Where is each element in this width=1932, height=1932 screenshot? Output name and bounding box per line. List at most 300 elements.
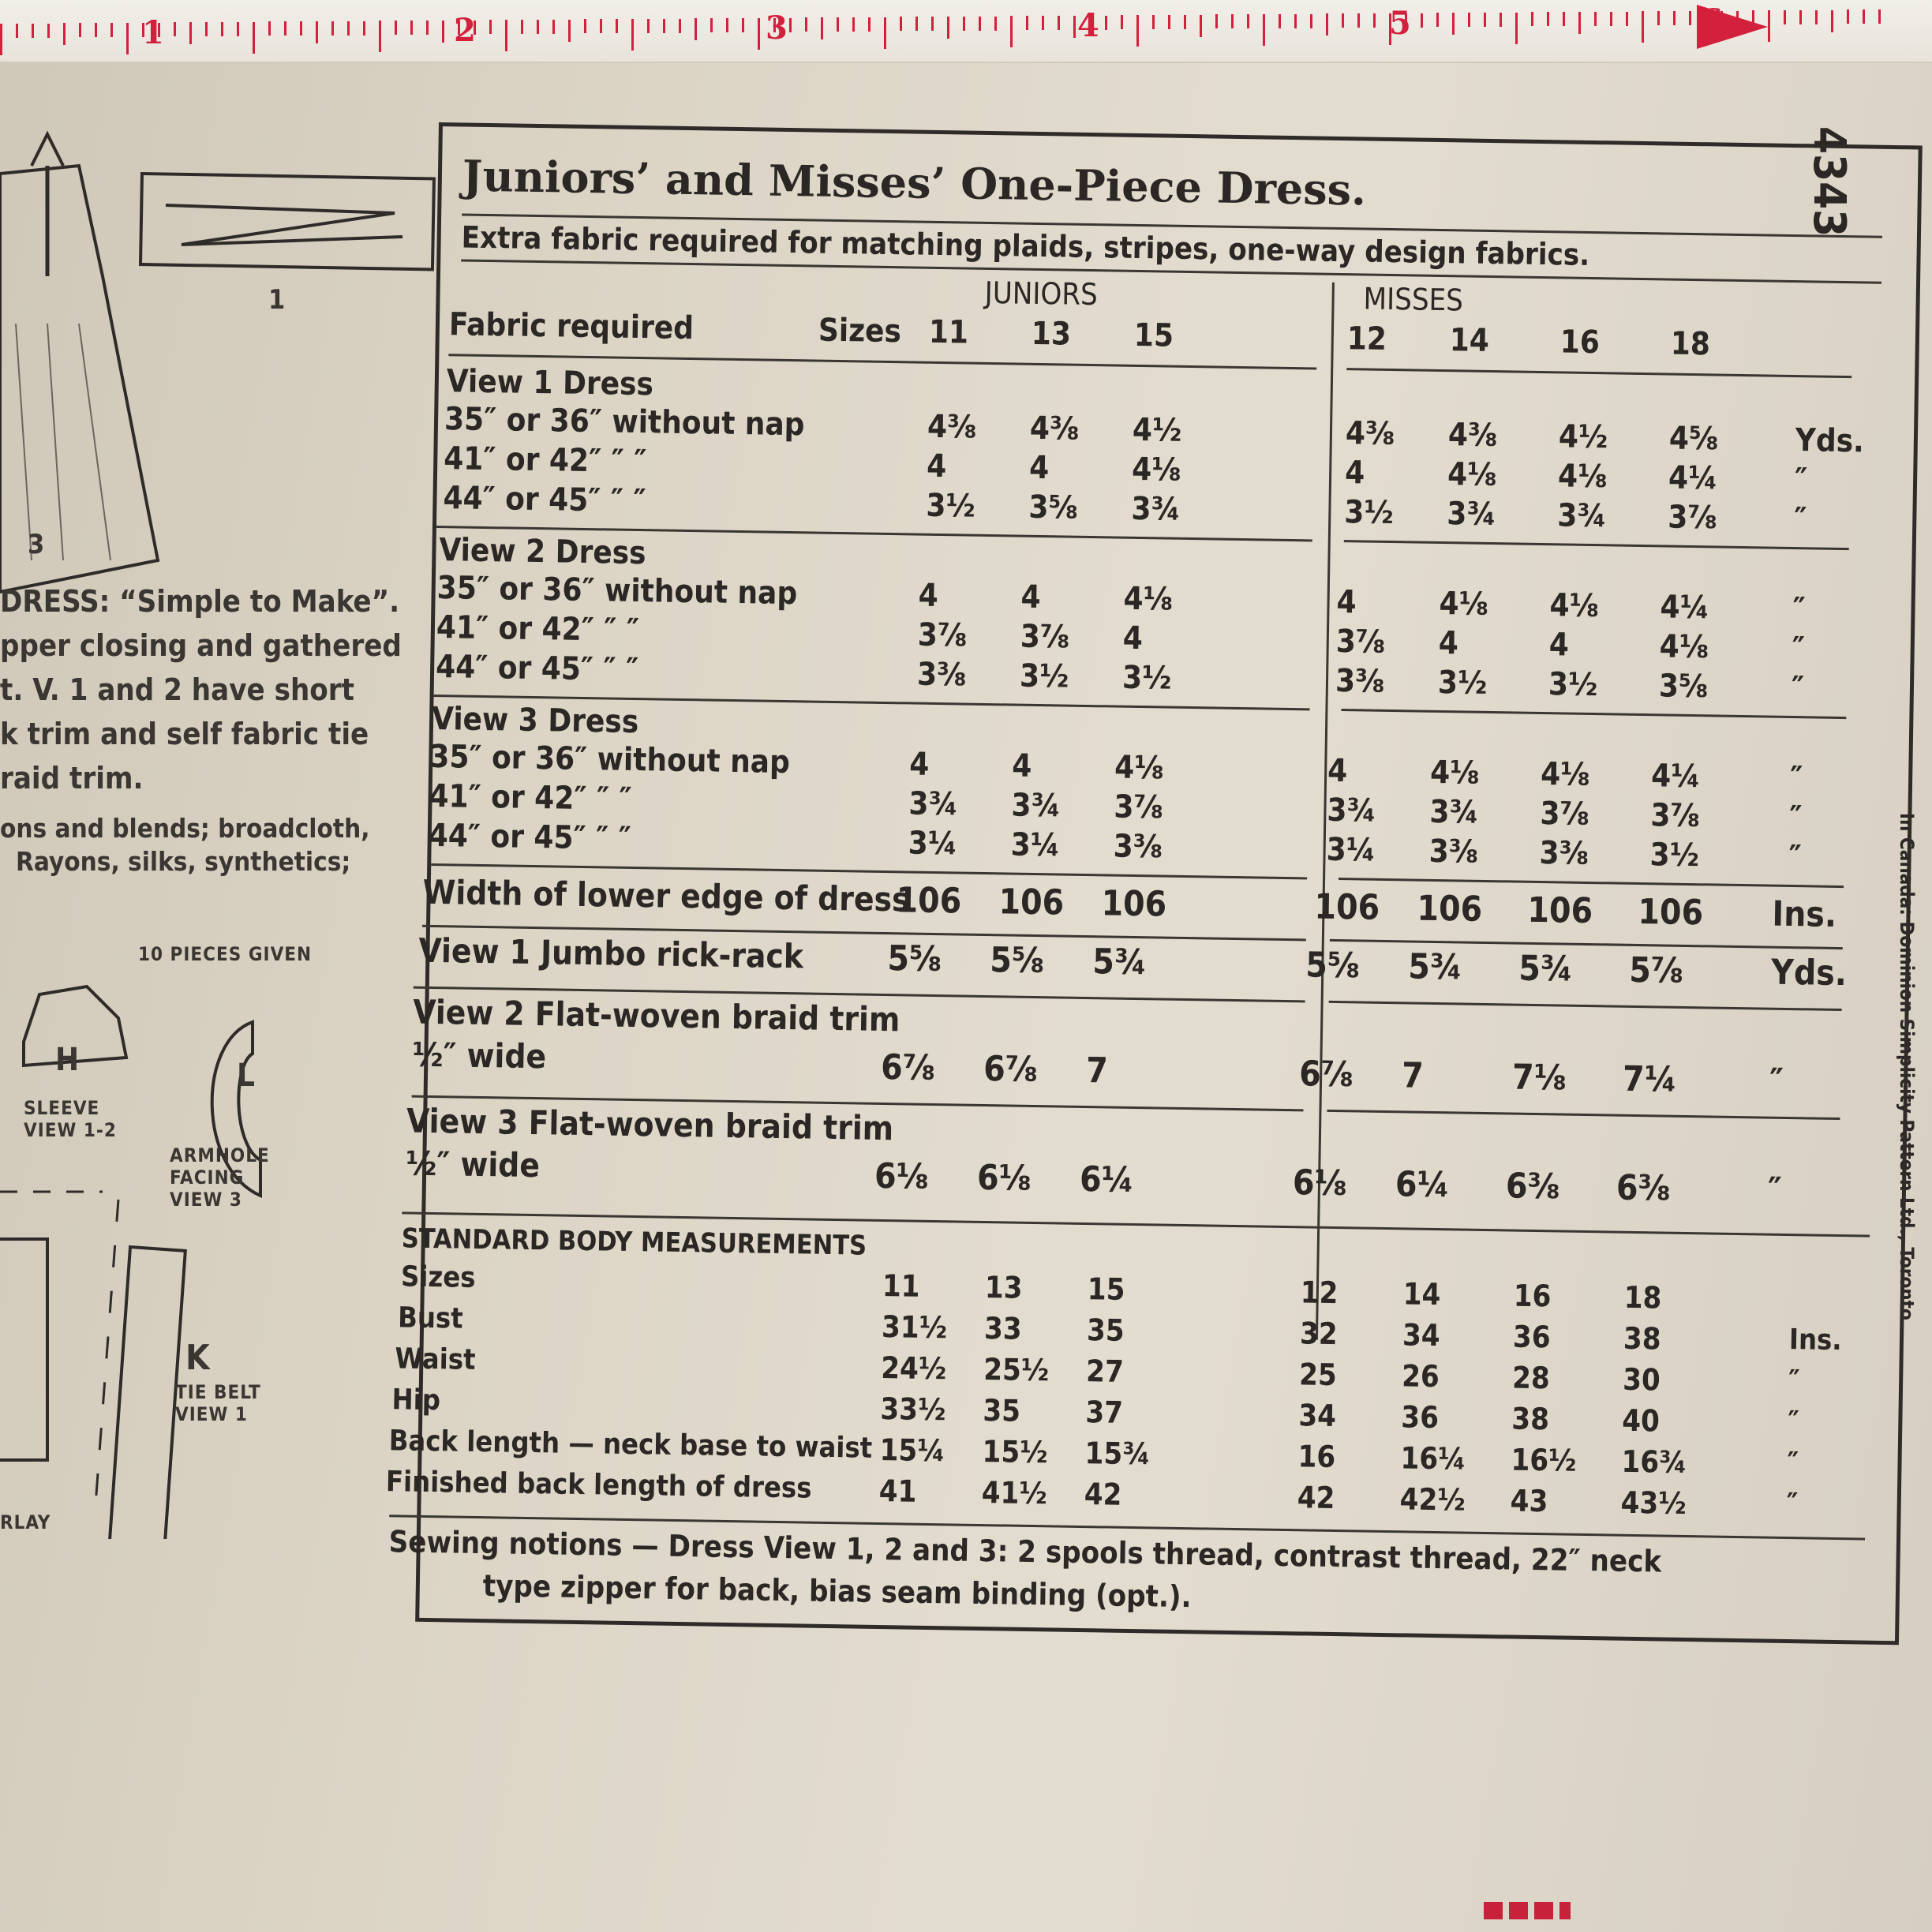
ruler-number: 1 — [142, 14, 164, 51]
misses-value: 16 — [1297, 1439, 1336, 1475]
misses-value: 14 — [1402, 1276, 1441, 1312]
juniors-value: 4⅛ — [1123, 580, 1174, 618]
misses-value: 6⅛ — [1292, 1163, 1347, 1204]
misses-value: 3⅞ — [1667, 499, 1717, 537]
rule — [1330, 939, 1843, 949]
ruler-tick — [663, 19, 665, 33]
ruler-tick — [316, 21, 318, 43]
ruler-tick — [994, 17, 997, 31]
sewing-notions: Sewing notions — Dress View 1, 2 and 3: 2 spools thread, contrast thread, 22″ neck — [388, 1524, 1662, 1579]
misses-value: 3¾ — [1327, 792, 1377, 829]
misses-value: 36 — [1512, 1319, 1551, 1355]
ruler-number: 3 — [766, 9, 788, 47]
chart-title: Juniors’ and Misses’ One-Piece Dress. — [462, 150, 1367, 215]
juniors-value: 5⅝ — [887, 938, 942, 980]
ruler-tick — [1484, 13, 1486, 27]
row-label: 44″ or 45″ ″ ″ — [443, 480, 646, 520]
misses-value: 5¾ — [1407, 946, 1463, 988]
misses-value: 3½ — [1344, 494, 1395, 532]
misses-value: 3⅞ — [1540, 796, 1590, 833]
ruler-tick — [537, 20, 539, 34]
misses-value: 42 — [1297, 1480, 1335, 1516]
ruler-tick — [1863, 9, 1865, 24]
unit-label: Yds. — [1795, 422, 1865, 460]
description-line: Rayons, silks, synthetics; — [16, 846, 351, 877]
ruler-tick — [1799, 10, 1802, 24]
overlay-fragment: RLAY — [0, 1511, 51, 1533]
ruler-tick — [126, 23, 129, 54]
ruler-tick — [1436, 13, 1439, 27]
juniors-value: 41½ — [981, 1475, 1048, 1511]
misses-value: 30 — [1622, 1361, 1661, 1398]
ruler-tick — [963, 17, 965, 31]
ruler-tick — [489, 20, 492, 34]
ruler-tick — [1815, 10, 1818, 24]
ruler-tick — [1247, 14, 1249, 28]
rule — [1344, 540, 1849, 550]
ruler-tick — [1042, 16, 1044, 30]
ruler-tick — [47, 24, 50, 38]
unit-label: ″ — [1787, 1447, 1799, 1480]
piece-k-letter: K — [185, 1338, 210, 1378]
misses-value: 36 — [1401, 1399, 1440, 1436]
ruler-tick — [1784, 10, 1786, 24]
juniors-value: 6⅛ — [874, 1155, 930, 1197]
juniors-value: 5⅝ — [990, 940, 1045, 982]
misses-value: 38 — [1623, 1320, 1661, 1357]
misses-value: 5⅝ — [1305, 945, 1361, 987]
ruler-tick — [237, 22, 239, 36]
rule — [1341, 709, 1846, 719]
unit-label: ″ — [1788, 838, 1803, 876]
ruler-tick — [631, 19, 634, 51]
ruler-tick — [1531, 12, 1533, 26]
misses-value: 4 — [1548, 627, 1570, 664]
misses-value: 16 — [1513, 1278, 1552, 1314]
juniors-value: 3¾ — [908, 785, 959, 823]
misses-value: 40 — [1622, 1402, 1661, 1439]
misses-value: 5¾ — [1518, 948, 1574, 990]
ruler-tick — [1168, 15, 1170, 29]
misses-value: 3½ — [1649, 837, 1700, 874]
pieces-given: 10 PIECES GIVEN — [138, 943, 313, 965]
ruler-tick — [679, 19, 681, 33]
trim-sub-label: ½″ wide — [412, 1035, 547, 1076]
pattern-number: 4343 — [1803, 126, 1855, 238]
misses-value: 43½ — [1620, 1485, 1687, 1522]
ruler-tick — [505, 20, 507, 51]
ruler-tick — [95, 23, 97, 37]
ruler-tick — [1231, 14, 1234, 28]
ruler-tick — [947, 17, 949, 39]
ruler-tick — [1642, 11, 1644, 43]
description-line: pper closing and gathered — [0, 628, 402, 663]
juniors-value: 3⅜ — [916, 656, 967, 694]
juniors-value: 37 — [1085, 1395, 1124, 1430]
juniors-value: 106 — [896, 880, 962, 922]
unit-label: ″ — [1792, 591, 1806, 628]
chart-subtitle: Extra fabric required for matching plaids, stripes, one-way design fabrics. — [461, 219, 1590, 272]
misses-value: 4⅛ — [1439, 585, 1489, 623]
ruler-tick — [979, 17, 981, 31]
ruler-tick — [331, 21, 334, 36]
row-label: 44″ or 45″ ″ ″ — [428, 817, 632, 857]
ruler-tick — [584, 19, 586, 33]
ruler-tick — [821, 17, 823, 39]
ruler-tick — [931, 17, 934, 31]
ruler-tick — [1310, 14, 1312, 28]
misses-value: 4⅛ — [1659, 628, 1709, 666]
juniors-value: 31½ — [881, 1309, 948, 1346]
row-label: 41″ or 42″ ″ ″ — [443, 440, 647, 481]
ruler-tick — [1689, 11, 1691, 25]
ruler-tick — [1847, 9, 1849, 24]
juniors-value: 4 — [1020, 578, 1042, 616]
ruler-tick — [1594, 12, 1597, 26]
misses-value: 4¼ — [1660, 589, 1710, 627]
ruler-tick — [1468, 13, 1470, 27]
juniors-value: 35 — [983, 1393, 1021, 1428]
row-label: 41″ or 42″ ″ ″ — [436, 609, 640, 650]
ruler-tick — [253, 22, 255, 54]
ruler-tick — [1547, 12, 1549, 26]
unit-label: ″ — [1788, 1365, 1800, 1398]
misses-value: 7 — [1401, 1055, 1425, 1096]
ruler-tick — [1152, 15, 1155, 29]
copyright-text: In Canada: Dominion Simplicity Pattern Ltd., Toronto — [1896, 813, 1918, 1320]
junior-size-header: 15 — [1133, 316, 1174, 354]
misses-value: 106 — [1527, 889, 1593, 932]
misses-size-header: 16 — [1559, 324, 1601, 361]
misses-value: 7⅛ — [1511, 1057, 1567, 1099]
ruler-tick — [1563, 12, 1565, 26]
ruler-tick — [32, 24, 34, 38]
ruler-tick — [63, 23, 66, 45]
misses-value: 12 — [1300, 1275, 1339, 1311]
ruler-tick — [284, 21, 286, 36]
description-line: DRESS: “Simple to Make”. — [0, 584, 400, 619]
ruler-tick — [189, 22, 192, 44]
juniors-value: 4⅛ — [1131, 451, 1181, 489]
ruler-tick — [695, 18, 697, 40]
misses-value: 3½ — [1548, 666, 1598, 704]
misses-value: 4⅛ — [1429, 754, 1480, 792]
ruler-tick — [1610, 12, 1612, 26]
misses-value: 4 — [1344, 455, 1365, 492]
unit-label: ″ — [1794, 462, 1808, 499]
ruler-tick — [1215, 14, 1218, 28]
juniors-value: 15 — [1087, 1271, 1125, 1307]
misses-value: 3⅝ — [1658, 668, 1709, 706]
juniors-value: 4 — [1011, 747, 1032, 784]
section-heading: View 1 Dress — [446, 363, 654, 403]
measuring-tape — [0, 0, 1932, 63]
ruler-tick — [268, 21, 271, 36]
juniors-value: 4⅛ — [1114, 749, 1164, 787]
juniors-value: 106 — [998, 882, 1065, 923]
juniors-value: 3⅝ — [1028, 489, 1079, 526]
trim-sub-label: ½″ wide — [405, 1144, 541, 1185]
misses-size-header: 12 — [1346, 320, 1387, 358]
misses-value: 4⅛ — [1557, 458, 1608, 496]
misses-value: 3⅜ — [1428, 833, 1479, 871]
juniors-value: 3⅞ — [917, 616, 968, 654]
ruler-tick — [1452, 13, 1455, 35]
ruler-tick — [1026, 16, 1028, 30]
ruler-tick — [205, 22, 208, 36]
junior-size-header: 13 — [1031, 315, 1072, 353]
ruler-tick — [1831, 10, 1833, 32]
measurement-label: Sizes — [400, 1260, 476, 1294]
ruler-tick — [742, 18, 744, 32]
ruler-tick — [1073, 16, 1076, 38]
juniors-value: 3⅞ — [1114, 788, 1164, 826]
ruler-tick — [1200, 15, 1202, 37]
unit-label: ″ — [1769, 1061, 1784, 1102]
description-line: raid trim. — [0, 761, 144, 796]
ruler-tick — [79, 23, 81, 37]
piece-h-caption: SLEEVE VIEW 1-2 — [24, 1097, 117, 1141]
section-heading: View 3 Dress — [431, 700, 639, 741]
juniors-value: 6⅛ — [976, 1157, 1032, 1199]
ruler-tick — [1768, 10, 1770, 42]
ruler-tick — [616, 19, 618, 33]
fabric-required-heading: Fabric required — [448, 306, 695, 347]
juniors-value: 3¾ — [1131, 490, 1181, 528]
description-line: k trim and self fabric tie — [0, 717, 369, 751]
red-marks — [1484, 1902, 1571, 1919]
ruler-tick — [552, 20, 555, 34]
misses-value: 7¼ — [1622, 1058, 1678, 1100]
ruler-tick — [1878, 9, 1881, 24]
juniors-value: 4 — [908, 746, 930, 783]
ruler-tick — [442, 21, 444, 43]
misses-value: 106 — [1314, 886, 1380, 928]
unit-label: ″ — [1788, 1406, 1800, 1439]
trim-label: View 3 Flat-woven braid trim — [406, 1101, 894, 1148]
ruler-tick — [521, 20, 523, 34]
ruler-tick — [600, 19, 602, 33]
misses-value: 16¼ — [1400, 1440, 1466, 1477]
misses-value: 6⅞ — [1298, 1054, 1354, 1095]
misses-value: 4⅜ — [1447, 417, 1498, 455]
misses-value: 3¾ — [1429, 793, 1480, 831]
ruler-tick — [1184, 15, 1186, 29]
ruler-tick — [221, 22, 223, 36]
juniors-value: 41 — [878, 1473, 917, 1509]
row-label: 35″ or 36″ without nap — [436, 570, 798, 612]
juniors-value: 4⅜ — [1029, 410, 1080, 447]
misses-value: 6⅜ — [1505, 1166, 1560, 1208]
view-1-label: 1 — [268, 284, 286, 316]
measurements-heading: STANDARD BODY MEASUREMENTS — [401, 1222, 867, 1262]
juniors-value: 11 — [882, 1268, 920, 1304]
ruler-tick — [1578, 12, 1581, 34]
misses-value: 3¼ — [1326, 831, 1376, 869]
sewing-notions-cont: type zipper for back, bias seam binding (opt.). — [482, 1568, 1192, 1615]
misses-value: 18 — [1623, 1279, 1662, 1316]
misses-value: 4⅜ — [1345, 415, 1395, 453]
ruler-tick — [1279, 14, 1281, 28]
misses-value: 4⅛ — [1447, 456, 1497, 494]
ruler-tick — [300, 21, 302, 36]
measurement-label: Bust — [397, 1301, 464, 1335]
ruler-tick — [710, 18, 713, 32]
misses-value: 16¾ — [1621, 1443, 1687, 1481]
unit-label: Ins. — [1772, 893, 1837, 935]
juniors-heading: JUNIORS — [984, 275, 1099, 313]
ruler-tick — [1421, 13, 1423, 28]
ruler-tick — [900, 17, 902, 31]
ruler-number: 5 — [1389, 5, 1411, 42]
misses-size-header: 14 — [1449, 322, 1490, 359]
misses-value: 4⅛ — [1549, 587, 1600, 625]
row-label: 35″ or 36″ without nap — [444, 401, 805, 444]
ruler-tick — [1673, 11, 1676, 25]
row-label: 44″ or 45″ ″ ″ — [435, 649, 639, 689]
unit-label: Yds. — [1770, 952, 1848, 994]
ruler-tick — [410, 21, 413, 35]
rule — [1339, 878, 1844, 888]
ruler-tick — [1626, 12, 1628, 26]
piece-l-caption: ARMHOLE FACING VIEW 3 — [170, 1144, 270, 1211]
juniors-value: 33 — [983, 1311, 1023, 1346]
misses-value: 34 — [1402, 1317, 1440, 1354]
ruler-tick — [1657, 11, 1660, 25]
unit-label: ″ — [1789, 799, 1803, 837]
measurement-label: Waist — [395, 1342, 476, 1376]
unit-label: ″ — [1786, 1488, 1799, 1521]
view-3-label: 3 — [28, 529, 45, 560]
misses-value: 3⅞ — [1335, 623, 1386, 661]
ruler-tick — [110, 23, 113, 37]
juniors-value: 4½ — [1132, 411, 1182, 449]
ruler-tick — [1373, 13, 1376, 28]
juniors-value: 15½ — [982, 1434, 1048, 1470]
misses-value: 34 — [1298, 1398, 1337, 1434]
misses-value: 4⅛ — [1540, 756, 1590, 794]
row-label: 35″ or 36″ without nap — [429, 738, 791, 781]
unit-label: ″ — [1792, 631, 1806, 668]
juniors-value: 3¼ — [1010, 826, 1061, 864]
ruler-number: 6 — [1701, 2, 1723, 39]
juniors-value: 106 — [1101, 883, 1167, 925]
ruler-tick — [16, 24, 18, 38]
misses-value: 3¾ — [1447, 496, 1497, 534]
misses-value: 43 — [1510, 1483, 1548, 1519]
juniors-value: 15¼ — [879, 1432, 945, 1469]
juniors-value: 3¾ — [1011, 787, 1061, 825]
ruler-tick — [379, 21, 381, 52]
misses-value: 4⅝ — [1668, 420, 1719, 458]
misses-value: 32 — [1299, 1316, 1338, 1352]
ruler-tick — [363, 21, 365, 36]
juniors-value: 4 — [926, 447, 947, 485]
yardage-chart — [385, 122, 1923, 1645]
juniors-value: 6⅞ — [880, 1046, 936, 1089]
ruler-tick — [789, 18, 792, 32]
juniors-value: 3⅞ — [1020, 618, 1070, 656]
ruler-tick — [758, 18, 760, 50]
unit-label: Ins. — [1788, 1324, 1842, 1357]
measurement-label: Hip — [391, 1383, 441, 1417]
unit-label: ″ — [1767, 1170, 1783, 1211]
juniors-value: 5¾ — [1091, 942, 1148, 983]
rule — [1329, 1001, 1842, 1011]
misses-value: 4 — [1438, 624, 1459, 662]
juniors-value: 6¼ — [1079, 1159, 1135, 1200]
ruler-tick — [884, 17, 886, 49]
ruler-tick — [647, 19, 650, 33]
misses-value: 16½ — [1511, 1442, 1577, 1478]
piece-k-caption: TIE BELT VIEW 1 — [175, 1381, 261, 1425]
juniors-value: 24½ — [880, 1350, 947, 1387]
description-line: t. V. 1 and 2 have short — [0, 672, 354, 707]
ruler-tick — [1500, 13, 1502, 27]
ruler-tick — [1136, 15, 1139, 47]
misses-value: 6¼ — [1395, 1164, 1450, 1206]
misses-value: 4½ — [1558, 418, 1608, 456]
ruler-tick — [1357, 13, 1360, 28]
juniors-value: 3½ — [926, 487, 976, 525]
junior-size-header: 11 — [928, 313, 969, 351]
ruler-tick — [1263, 14, 1265, 46]
row-label: 41″ or 42″ ″ ″ — [429, 777, 632, 818]
misses-value: 3⅞ — [1650, 797, 1701, 835]
misses-heading: MISSES — [1363, 281, 1464, 318]
misses-value: 106 — [1417, 888, 1483, 930]
ruler-tick — [726, 18, 728, 32]
description-line: ons and blends; broadcloth, — [0, 813, 370, 844]
ruler-number: 4 — [1077, 7, 1099, 44]
juniors-value: 42 — [1084, 1477, 1122, 1512]
unit-label: ″ — [1791, 670, 1805, 707]
ruler-tick — [1294, 14, 1297, 28]
misses-value: 6⅜ — [1616, 1167, 1671, 1209]
juniors-value: 33½ — [880, 1391, 946, 1428]
juniors-value: 15¾ — [1084, 1436, 1151, 1472]
misses-value: 38 — [1511, 1401, 1550, 1437]
section-heading: View 2 Dress — [439, 532, 646, 572]
juniors-value: 3⅜ — [1113, 828, 1163, 866]
piece-h-letter: H — [55, 1042, 80, 1078]
juniors-value: 35 — [1086, 1312, 1125, 1348]
ruler-tick — [0, 24, 2, 55]
rule — [1346, 368, 1852, 378]
misses-value: 106 — [1638, 891, 1704, 934]
ruler-tick — [1121, 15, 1123, 29]
measurement-label: Finished back length of dress — [385, 1466, 812, 1505]
misses-value: 4 — [1327, 752, 1348, 790]
ruler-tick — [174, 22, 176, 36]
trim-label: View 2 Flat-woven braid trim — [412, 992, 900, 1039]
ruler-tick — [868, 17, 871, 32]
misses-size-header: 18 — [1670, 325, 1711, 363]
misses-value: 3½ — [1437, 664, 1488, 702]
misses-value: 25 — [1298, 1357, 1338, 1393]
sizes-heading: Sizes — [818, 312, 902, 350]
misses-value: 3⅜ — [1335, 662, 1385, 700]
misses-value: 4 — [1336, 583, 1357, 621]
misses-value: 42½ — [1399, 1481, 1466, 1518]
juniors-value: 25½ — [983, 1352, 1050, 1388]
misses-value: 4¼ — [1650, 758, 1701, 796]
juniors-value: 4 — [1028, 449, 1050, 487]
unit-label: ″ — [1789, 759, 1803, 797]
ruler-tick — [1342, 13, 1344, 28]
juniors-value: 4 — [918, 577, 939, 615]
juniors-value: 4⅜ — [927, 408, 977, 446]
